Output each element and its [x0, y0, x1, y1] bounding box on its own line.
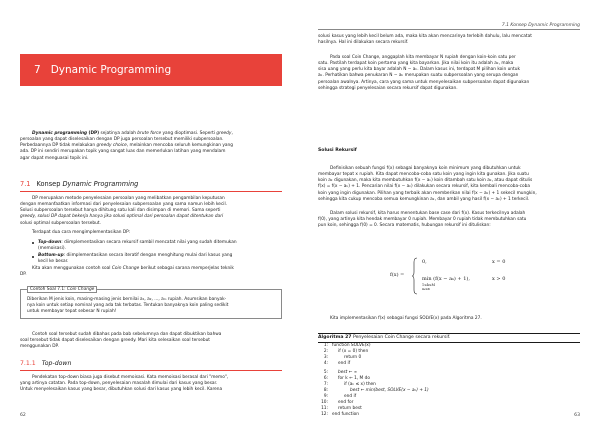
algorithm-line: 5: best ← ∞ — [323, 370, 358, 375]
page-number-left: 62 — [20, 413, 26, 418]
solusi-rekursif-title: Solusi Rekursif — [318, 148, 357, 153]
algorithm-line: 6: for k ← 1, M do — [323, 376, 370, 381]
two-ways-text: Terdapat dua cara mengimplementasikan DP: — [32, 230, 131, 235]
chapter-title: 7 Dynamic Programming — [34, 64, 172, 76]
algorithm-line: 2: if (x = 0) then — [323, 349, 369, 354]
algorithm-line: 3: return 0 — [323, 355, 362, 360]
subsection-underline — [20, 370, 282, 371]
implementation-list — [32, 240, 282, 266]
section-underline — [20, 191, 282, 192]
list-item: Top-down: diimplementasikan secara rekursif sambil mencatat nilai yang sudah ditemukan (memoisasi). — [32, 240, 282, 252]
algorithm-line: 11: return best — [321, 406, 362, 411]
recurrence-equation: f(x) = 0, x = 0 min (f(x − aₖ) + 1), 1≤k≤M aₖ≤x x > 0 — [390, 253, 580, 303]
algorithm-line: 4: end if — [323, 361, 351, 366]
section-7-1-paragraph: DP merupakan metode penyelesaian persoalan yang melibatkan pengambilan keputusan dengan memanfaatkan informasi dari penyelesaian subpersoalan yang sama namun lebih kecil. Solusi subpersoalan tersebut hanya dihitung satu kali dan disimpan di memori. Sama seperti greedy, solusi DP dapat bekerja hanya jika solusi optimal dari persoalan dapat ditentukan dari solusi optimal subpersoalan tersebut. — [20, 196, 228, 226]
dp-term: Dynamic programming — [32, 131, 88, 136]
example-box-title: Contoh Soal 7.1: Coin Change — [27, 286, 97, 293]
algorithm-line: 12: end function — [321, 412, 360, 417]
right-page — [300, 0, 600, 424]
list-item: Bottom-up: diimplementasikan secara iteratif dengan menghitung mulai dari kasus yang kecil ke besar. — [32, 253, 282, 265]
coin-change-intro: Kita akan menggunakan contoh soal Coin Change berikut sebagai sarana memperjelas teknik DP. — [20, 266, 234, 278]
coin-change-reasoning: Pada soal Coin Change, anggaplah kita membayar N rupiah dengan koin-koin satu per satu. Pastilah terdapat koin pertama yang kita bayarkan. Jika nilai koin itu adalah aₖ, maka sisa uang yang perlu kita bayar adalah N − aₖ. Dalam kasus ini, terdapat M pilihan koin untuk aₖ. Perhatikan bahwa penukaran N − aₖ merupakan suatu subpersoalan yang serupa dengan persoalan awalnya. Artinya, cara yang sama untuk menyelesaikan subpersoalan dapat digunakan sehingga strategi penyelesaian secara rekursif dapat digunakan. — [318, 55, 530, 91]
page-number-right: 63 — [574, 413, 580, 418]
algorithm-27 — [318, 333, 580, 423]
algorithm-caption: Algoritma 27 Penyelesaian Coin Change secara rekursif. — [318, 333, 580, 343]
implementation-sentence: Kita implementasikan f(x) sebagai fungsi SOLVE(x) pada Algoritma 27. — [330, 316, 482, 321]
header-rule — [318, 29, 580, 30]
top-down-paragraph: Pendekatan top-down biasa juga disebut memoisasi. Kata memoisasi berasal dari "memo", yang artinya catatan. Pada top-down, penyelesaian masalah dimulai dari kasus yang besar. Untuk menyelesaikan kasus yang besar, dibutuhkan solusi dari kasus yang lebih kecil. Karena — [20, 375, 229, 393]
recursion-intro: solusi kasus yang lebih kecil belum ada, maka kita akan mencarinya terlebih dahulu, lalu mencatat hasilnya. Hal ini dilakukan secara rekursif. — [318, 34, 532, 46]
base-case-paragraph: Dalam solusi rekursif, kita harus menentukan base case dari f(x). Kasus terkecilnya adalah f(0), yang artinya kita hendak membayar 0 rupiah. Membayar 0 rupiah tidak membutuhkan satu pun koin, sehingga f(0) = 0. Secara matematis, hubungan rekursif ini dituliskan: — [318, 211, 527, 229]
brace-icon — [412, 257, 418, 295]
running-header: 7.1 Konsep Dynamic Programming — [501, 23, 580, 28]
function-definition: Definisikan sebuah fungsi f(x) sebagai banyaknya koin minimum yang dibutuhkan untuk membayar tepat x rupiah. Kita dapat mencoba-coba satu koin yang ingin kita gunakan. Jika suatu koin aₖ digunakan, maka kita membutuhkan f(x − aₖ) koin ditambah satu koin aₖ, atau dapat ditulis f(x) = f(x − aₖ) + 1. Pencarian nilai f(x − aₖ) dilakukan secara rekursif, kita kembali mencoba-coba koin yang ingin digunakan. Pilihan yang terbaik akan memberikan nilai f(x − aₖ) + 1 sekecil mungkin, sehingga kita cukup mencoba semua kemungkinan aₖ, dan ambil yang hasil f(x − aₖ) + 1 terkecil. — [318, 166, 537, 202]
algorithm-line: 7: if (aₖ ≤ x) then — [323, 382, 376, 387]
section-7-1-heading: 7.1 Konsep Dynamic Programming — [20, 180, 139, 188]
chapter-banner — [20, 54, 282, 86]
algorithm-line: 1: function SOLVE(x) — [323, 343, 371, 348]
algorithm-line: 8: best ← min(best, SOLVE(x − aₖ) + 1) — [323, 388, 429, 393]
section-7-1-1-heading: 7.1.1 Top-down — [20, 360, 72, 367]
intro-paragraph: Dynamic programming (DP) sejatinya adalah brute force yang dioptimasi. Seperti greedy, persoalan yang dapat diselesaikan dengan DP juga persoalan tersebut memiliki subpersoalan. Perbedaannya DP tidak melakukan greedy choice, melainkan mencoba seluruh kemungkinan yang ada. DP ini sendiri merupakan topik yang sangat luas dan memerlukan latihan yang mendalam agar dapat menguasai topik ini. — [20, 131, 233, 161]
example-discussion: Contoh soal tersebut sudah dibahas pada bab sebelumnya dan dapat dibuktikan bahwa soal tersebut tidak dapat diselesaikan dengan greedy. Mari kita selesaikan soal tersebut menggunakan DP. — [20, 332, 222, 350]
algorithm-line: 9: end if — [323, 394, 357, 399]
example-box: Contoh Soal 7.1: Coin Change Diberikan M jenis koin, masing-masing jenis bernilai a₁, a₂, ..., aₘ rupiah. Asumsikan banyak- nya koin untuk setiap nominal yang ada tak terbatas. Tentukan banyaknya koin paling sedikit untuk membayar tepat sebesar N rupiah! — [20, 289, 282, 319]
algorithm-line: 10: end for — [321, 400, 354, 405]
